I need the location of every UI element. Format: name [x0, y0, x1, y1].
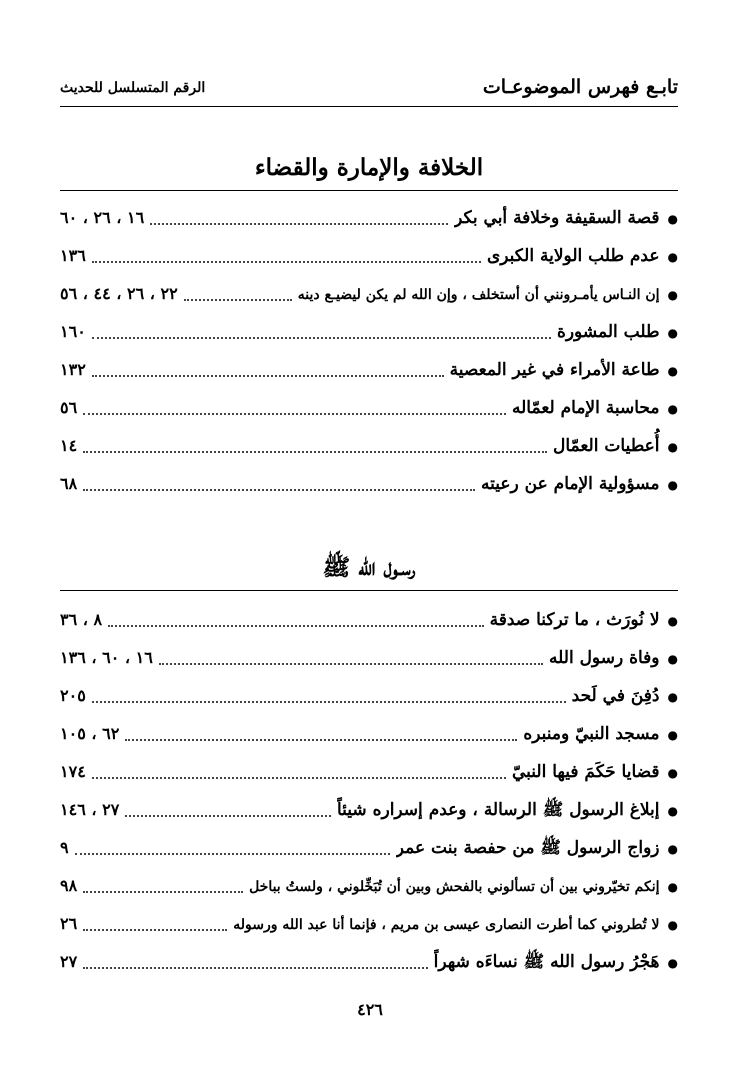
index-entry	[60, 351, 678, 389]
section-title: الخلافة والإمارة والقضاء	[254, 154, 484, 181]
bullet-icon: ●	[667, 288, 678, 302]
dot-leader	[92, 777, 506, 779]
bullet-icon: ●	[667, 478, 678, 492]
entry-refs: ٦٨	[60, 474, 78, 493]
entry-text: إبلاغ الرسول ﷺ الرسالة ، وعدم إسراره شيئاً	[336, 800, 660, 820]
bullet-icon: ●	[667, 652, 678, 666]
dot-leader	[125, 815, 331, 817]
entry-text: هَجْرُ رسول الله ﷺ نساءَه شهراً	[433, 952, 660, 972]
section-rule	[60, 590, 678, 591]
index-entry	[60, 275, 678, 313]
dot-leader	[83, 489, 475, 491]
bullet-icon: ●	[667, 402, 678, 416]
entry-text: لا نُورَث ، ما تركنا صدقة	[489, 610, 660, 630]
index-entry	[60, 199, 678, 237]
entry-text: مسؤولية الإمام عن رعيته	[481, 474, 660, 494]
index-entry	[60, 237, 678, 275]
entry-refs: ٩٨	[60, 876, 78, 895]
dot-leader	[108, 625, 484, 627]
section-messenger	[60, 550, 678, 981]
entry-text: دُفِنَ في لَحد	[571, 686, 660, 706]
bullet-icon: ●	[667, 326, 678, 340]
entry-text: طاعة الأمراء في غير المعصية	[449, 360, 660, 380]
bullet-icon: ●	[667, 690, 678, 704]
bullet-icon: ●	[667, 728, 678, 742]
index-entry	[60, 677, 678, 715]
entry-refs: ٢٧	[60, 952, 78, 971]
entry-text: وفاة رسول الله	[549, 648, 660, 668]
index-entry	[60, 905, 678, 943]
bullet-icon: ●	[667, 614, 678, 628]
entry-refs: ١٣٢	[60, 360, 86, 379]
index-entry	[60, 389, 678, 427]
bullet-icon: ●	[667, 918, 678, 932]
index-entry	[60, 753, 678, 791]
dot-leader	[83, 967, 427, 969]
entry-refs: ١٦ ، ٦٠ ، ١٣٦	[60, 648, 153, 667]
bullet-icon: ●	[667, 880, 678, 894]
entry-refs: ٩	[60, 838, 69, 857]
dot-leader	[83, 929, 227, 931]
entry-text: طلب المشورة	[556, 322, 660, 342]
bullet-icon: ●	[667, 212, 678, 226]
entry-refs: ٥٦	[60, 398, 78, 417]
entry-list	[60, 199, 678, 503]
index-entry	[60, 715, 678, 753]
entry-text: عدم طلب الولاية الكبرى	[486, 246, 660, 266]
section-caliphate	[60, 150, 678, 503]
index-entry	[60, 791, 678, 829]
entry-text: قصة السقيفة وخلافة أبي بكر	[454, 208, 660, 228]
entry-refs: ١٦٠	[60, 322, 86, 341]
bullet-icon: ●	[667, 364, 678, 378]
dot-leader	[92, 375, 444, 377]
dot-leader	[92, 261, 481, 263]
bullet-icon: ●	[667, 956, 678, 970]
bullet-icon: ●	[667, 766, 678, 780]
index-entry	[60, 313, 678, 351]
entry-text: إن النـاس يأمـرونني أن أستخلف ، وإن الله لم يكن ليضيـع دينه	[297, 287, 660, 303]
index-entry	[60, 943, 678, 981]
header-title: تابـع فهرس الموضوعـات	[482, 76, 678, 98]
dot-leader	[75, 853, 390, 855]
header-rule	[60, 106, 678, 107]
index-entry	[60, 427, 678, 465]
entry-refs: ٢٢ ، ٢٦ ، ٤٤ ، ٥٦	[60, 284, 178, 303]
dot-leader	[125, 739, 517, 741]
header-subtitle: الرقم المتسلسل للحديث	[60, 80, 206, 96]
section-title: رسـول الله ﷺ	[322, 554, 416, 581]
entry-refs: ١٦ ، ٢٦ ، ٦٠	[60, 208, 145, 227]
entry-refs: ٢٦	[60, 914, 78, 933]
index-entry	[60, 465, 678, 503]
section-rule	[60, 190, 678, 191]
bullet-icon: ●	[667, 440, 678, 454]
index-entry	[60, 601, 678, 639]
entry-refs: ٢٧ ، ١٤٦	[60, 800, 120, 819]
bullet-icon: ●	[667, 250, 678, 264]
entry-text: محاسبة الإمام لعمّاله	[512, 398, 660, 418]
dot-leader	[92, 337, 551, 339]
index-entry	[60, 639, 678, 677]
entry-refs: ١٣٦	[60, 246, 86, 265]
dot-leader	[92, 701, 566, 703]
entry-text: زواج الرسول ﷺ من حفصة بنت عمر	[395, 838, 660, 858]
entry-text: أُعطيات العمّال	[553, 436, 660, 456]
dot-leader	[184, 299, 292, 301]
entry-refs: ٨ ، ٣٦	[60, 610, 103, 629]
bullet-icon: ●	[667, 842, 678, 856]
entry-refs: ١٤	[60, 436, 78, 455]
entry-text: إنكم تخيّروني بين أن تسألوني بالفحش وبين أن تُبَخِّلوني ، ولستُ بباخل	[249, 879, 660, 895]
page-number: ٤٢٦	[357, 1000, 383, 1019]
dot-leader	[83, 451, 547, 453]
dot-leader	[150, 223, 448, 225]
index-entry	[60, 829, 678, 867]
bullet-icon: ●	[667, 804, 678, 818]
entry-list	[60, 601, 678, 981]
entry-refs: ٢٠٥	[60, 686, 86, 705]
entry-text: لا تُطروني كما أطرت النصارى عيسى بن مريم ، فإنما أنا عبد الله ورسوله	[233, 917, 660, 933]
dot-leader	[83, 891, 243, 893]
entry-text: مسجد النبيّ ومنبره	[523, 724, 660, 744]
index-entry	[60, 867, 678, 905]
entry-text: قضايا حَكَمَ فيها النبيّ	[511, 762, 660, 782]
entry-refs: ١٧٤	[60, 762, 86, 781]
running-header	[60, 74, 678, 104]
entry-refs: ٦٢ ، ١٠٥	[60, 724, 120, 743]
dot-leader	[83, 413, 506, 415]
dot-leader	[159, 663, 543, 665]
